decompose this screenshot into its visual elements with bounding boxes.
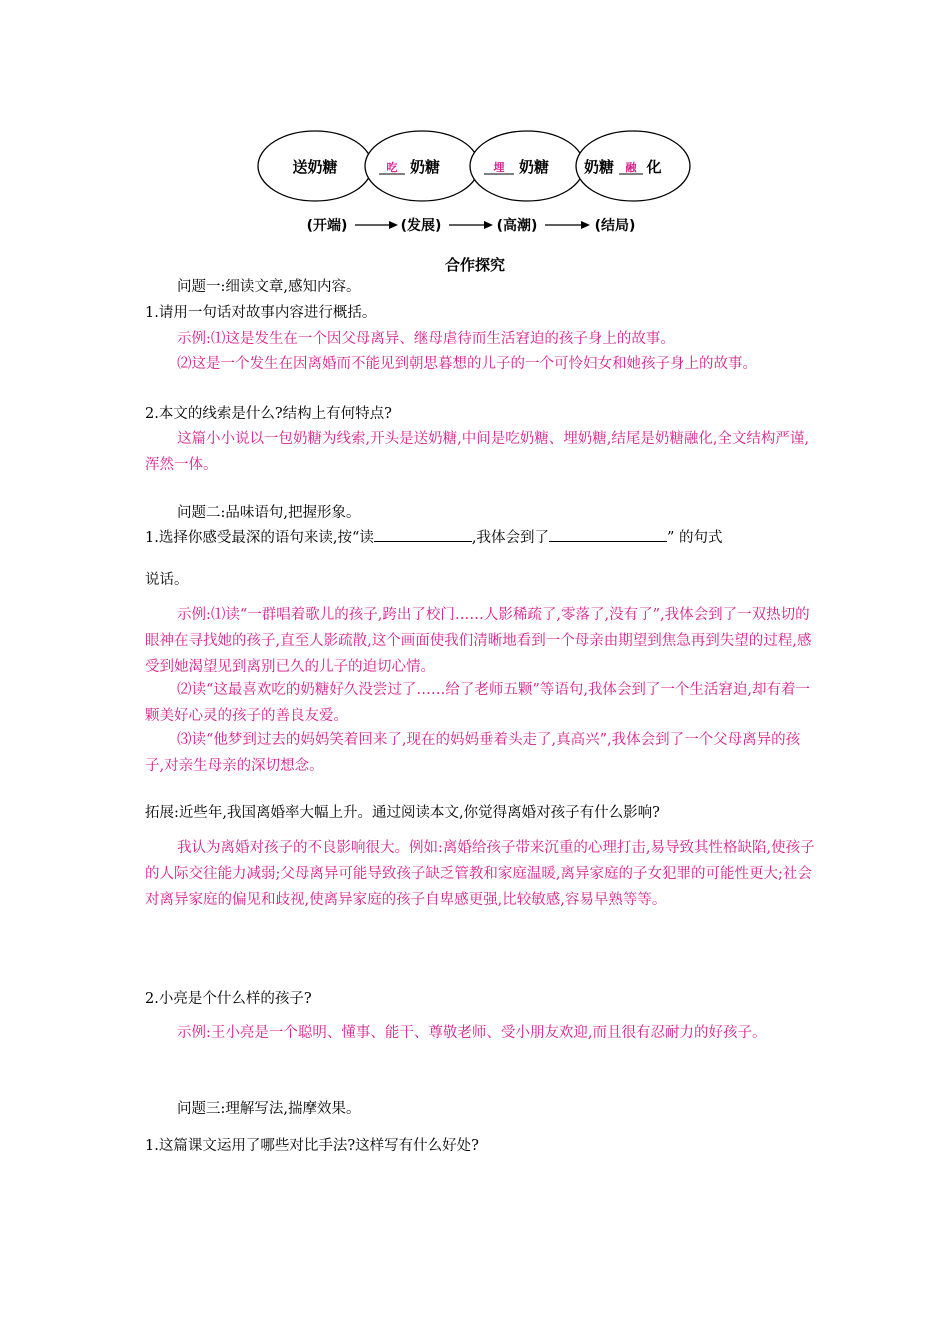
q2-item1	[145, 525, 815, 551]
stage-fill-3: 埋	[493, 161, 505, 174]
extension-question: 拓展:近些年,我国离婚率大幅上升。通过阅读本文,你觉得离婚对孩子有什么影响?	[145, 805, 660, 821]
q1-item1: 1.请用一句话对故事内容进行概括。	[145, 305, 377, 321]
stage-oval-4	[576, 131, 690, 201]
arrow-right-icon	[484, 221, 493, 229]
stage-text-4: 奶糖	[583, 158, 615, 176]
stage-fill-4: 融	[625, 161, 637, 174]
stage-text-3: 奶糖	[518, 158, 550, 176]
stage-oval-2	[365, 131, 479, 201]
arrow-right-icon	[581, 221, 590, 229]
arrow-right-icon	[389, 221, 398, 229]
answer-blank-2	[549, 525, 667, 542]
q1-item2: 2.本文的线索是什么?结构上有何特点?	[145, 406, 392, 422]
q2-item1-tail: 说话。	[145, 572, 189, 588]
q2-item2: 2.小亮是个什么样的孩子?	[145, 991, 312, 1007]
q2-item2-answer: 示例:王小亮是一个聪明、懂事、能干、尊敬老师、受小朋友欢迎,而且很有忍耐力的好孩子。	[177, 1025, 767, 1041]
stage-label-4: (结局)	[594, 218, 636, 234]
stage-label-3: (高潮)	[496, 218, 538, 234]
q2-item1-part-b: ,我体会到了	[471, 530, 549, 546]
stage-label-1: (开端)	[306, 218, 348, 234]
q3-heading: 问题三:理解写法,揣摩效果。	[177, 1101, 361, 1117]
q2-item1-part-c: ” 的句式	[666, 530, 723, 546]
q1-answer1b: ⑵这是一个发生在因离婚而不能见到朝思暮想的儿子的一个可怜妇女和她孩子身上的故事。	[177, 356, 757, 372]
extension-answer: 我认为离婚对孩子的不良影响很大。例如:离婚给孩子带来沉重的心理打击,易导致其性格缺陷,使孩子的人际交往能力减弱;父母离异可能导致孩子缺乏管教和家庭温暖,离异家庭的子女犯罪的可能性更大;社会对离异家庭的偏见和歧视,使离异家庭的孩子自卑感更强,比较敏感,容易早熟等等。	[145, 840, 815, 908]
stage-suffix-4: 化	[646, 158, 662, 176]
stage-label-2: (发展)	[400, 218, 442, 234]
stage-oval-1	[258, 131, 372, 201]
section-title: 合作探究	[444, 256, 505, 274]
q2-answer1: 示例:⑴读“一群唱着歌儿的孩子,跨出了校门……人影稀疏了,零落了,没有了”,我体会到了一双热切的眼神在寻找她的孩子,直至人影疏散,这个画面使我们清晰地看到一个母亲由期望到焦急再到失望的过程,感受到她渴望见到离别已久的儿子的迫切心情。	[145, 607, 812, 675]
stage-text-2: 奶糖	[409, 158, 441, 176]
q2-heading: 问题二:品味语句,把握形象。	[177, 505, 361, 521]
q2-item1-part-a: 1.选择你感受最深的语句来读,按“读	[145, 530, 374, 546]
plot-structure-diagram	[255, 128, 695, 238]
q3-item1: 1.这篇课文运用了哪些对比手法?这样写有什么好处?	[145, 1138, 479, 1154]
stage-fill-2: 吃	[386, 161, 398, 174]
q2-answer3: ⑶读“他梦到过去的妈妈笑着回来了,现在的妈妈垂着头走了,真高兴”,我体会到了一个父母离异的孩子,对亲生母亲的深切想念。	[145, 732, 801, 774]
q2-answer2: ⑵读“这最喜欢吃的奶糖好久没尝过了……给了老师五颗”等语句,我体会到了一个生活窘迫,却有着一颗美好心灵的孩子的善良友爱。	[145, 682, 811, 724]
answer-blank-1	[374, 525, 472, 542]
stage-text-1: 送奶糖	[292, 158, 338, 176]
q1-answer1a: 示例:⑴这是发生在一个因父母离异、继母虐待而生活窘迫的孩子身上的故事。	[177, 331, 675, 347]
q1-answer2: 这篇小小说以一包奶糖为线索,开头是送奶糖,中间是吃奶糖、埋奶糖,结尾是奶糖融化,全文结构严谨,浑然一体。	[145, 431, 810, 473]
stage-oval-3	[470, 131, 584, 201]
q1-heading: 问题一:细读文章,感知内容。	[177, 279, 361, 295]
